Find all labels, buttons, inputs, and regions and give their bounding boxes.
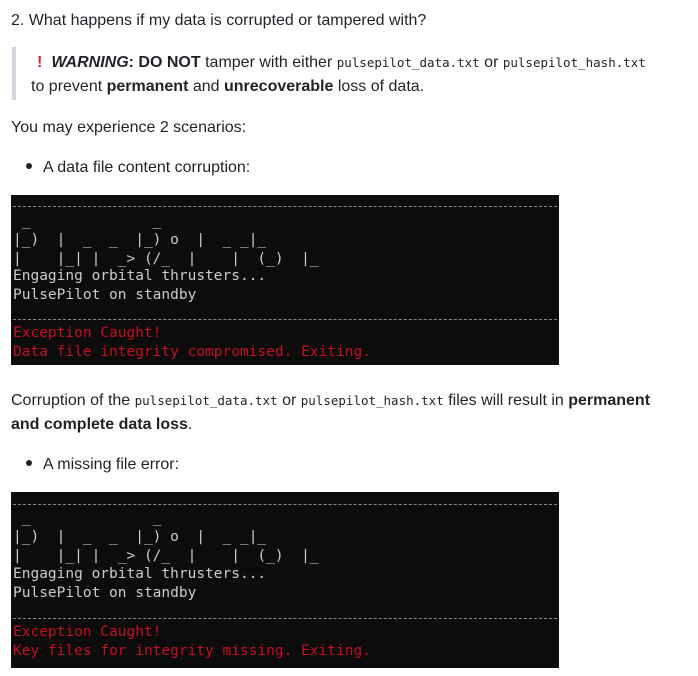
terminal-line: Engaging orbital thrusters... bbox=[13, 268, 267, 284]
para-text: Corruption of the bbox=[11, 392, 135, 409]
warning-or: or bbox=[479, 54, 503, 71]
warning-line-2 bbox=[31, 78, 424, 96]
warning-label: WARNING bbox=[51, 54, 129, 71]
terminal-line: PulsePilot on standby bbox=[13, 585, 197, 601]
para-end: . bbox=[187, 416, 193, 433]
terminal-divider bbox=[13, 504, 557, 505]
bullet-icon bbox=[26, 460, 32, 466]
terminal-error: Data file integrity compromised. Exiting. bbox=[13, 344, 371, 360]
bullet-icon bbox=[26, 163, 32, 169]
filename-hash: pulsepilot_hash.txt bbox=[502, 55, 646, 70]
warning-bold-permanent: permanent bbox=[106, 78, 189, 95]
warning-bold-unrecoverable: unrecoverable bbox=[224, 78, 334, 95]
list-item bbox=[26, 456, 179, 474]
intro-text: You may experience 2 scenarios: bbox=[11, 119, 247, 136]
para-text: files will result in bbox=[443, 392, 569, 409]
warning-line2-end: loss of data. bbox=[333, 78, 425, 95]
terminal-divider bbox=[13, 319, 557, 320]
terminal-error: Exception Caught! bbox=[13, 624, 162, 640]
exclamation-icon: ! bbox=[37, 54, 43, 71]
corruption-paragraph-line-1 bbox=[11, 392, 650, 410]
filename-data: pulsepilot_data.txt bbox=[336, 55, 480, 70]
terminal-line: Engaging orbital thrusters... bbox=[13, 566, 267, 582]
warning-line2-text: to prevent bbox=[31, 78, 107, 95]
filename-data: pulsepilot_data.txt bbox=[134, 393, 278, 408]
section-heading: 2. What happens if my data is corrupted or tampered with? bbox=[11, 12, 427, 29]
corruption-paragraph-line-2 bbox=[11, 416, 192, 434]
warning-do-not: : DO NOT bbox=[128, 54, 201, 71]
terminal-output-1 bbox=[11, 195, 559, 365]
terminal-divider bbox=[13, 618, 557, 619]
terminal-line: PulsePilot on standby bbox=[13, 287, 197, 303]
warning-line2-and: and bbox=[188, 78, 224, 95]
terminal-error: Key files for integrity missing. Exiting. bbox=[13, 643, 371, 659]
warning-text: tamper with either bbox=[200, 54, 337, 71]
para-bold-complete: and complete data loss bbox=[11, 416, 188, 433]
terminal-divider bbox=[13, 206, 557, 207]
terminal-logo: _ _ |_) | _ _ |_) o | _ _|_ | |_| | _> (/_ | | (_) |_ bbox=[13, 510, 319, 564]
bullet-text: A data file content corruption: bbox=[43, 159, 251, 176]
terminal-output-2 bbox=[11, 492, 559, 668]
terminal-error: Exception Caught! bbox=[13, 325, 162, 341]
filename-hash: pulsepilot_hash.txt bbox=[300, 393, 444, 408]
para-or: or bbox=[277, 392, 301, 409]
warning-line-1 bbox=[37, 54, 646, 72]
list-item bbox=[26, 159, 250, 177]
bullet-text: A missing file error: bbox=[43, 456, 180, 473]
para-bold-permanent: permanent bbox=[568, 392, 651, 409]
terminal-logo: _ _ |_) | _ _ |_) o | _ _|_ | |_| | _> (/_ | | (_) |_ bbox=[13, 213, 319, 267]
